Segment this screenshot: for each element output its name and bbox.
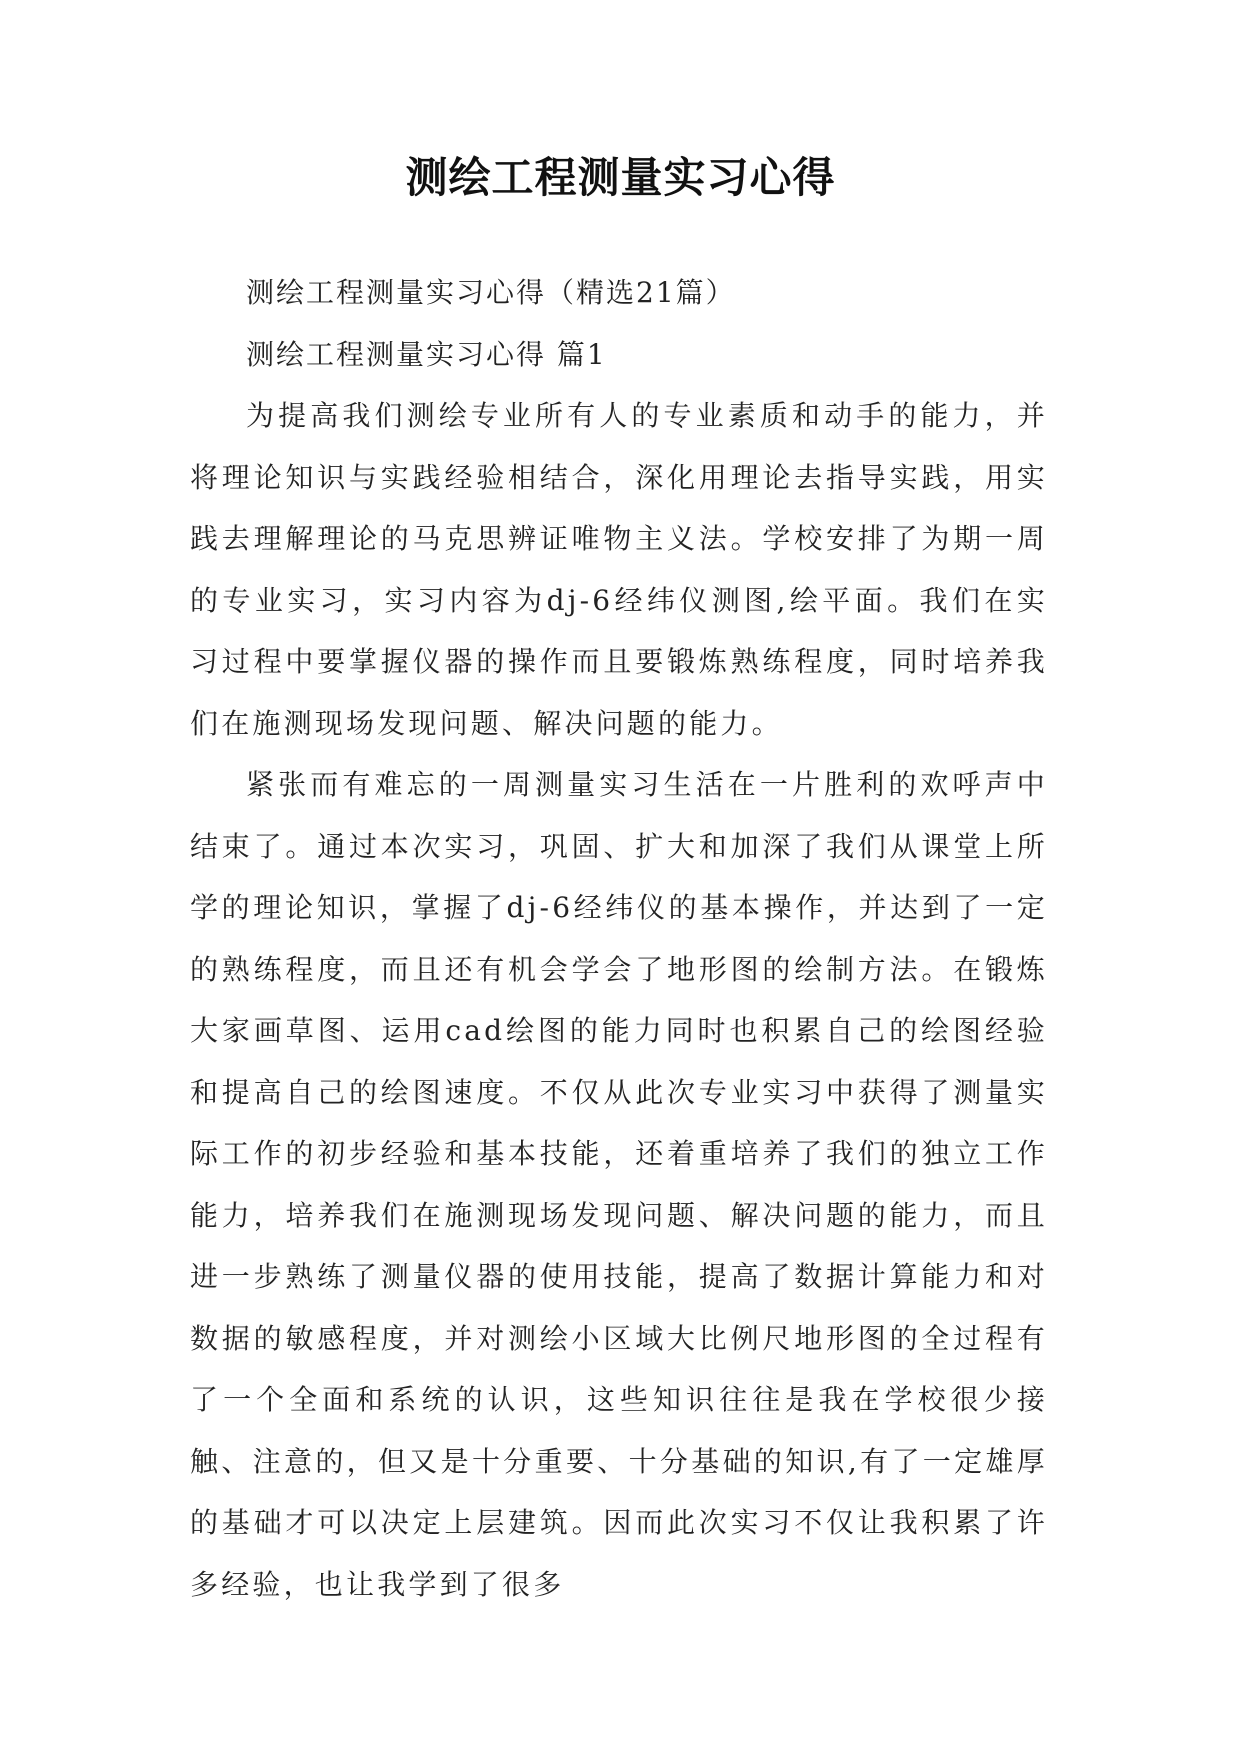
paragraph-1: 为提高我们测绘专业所有人的专业素质和动手的能力，并将理论知识与实践经验相结合，深化用理论去指导实践，用实践去理解理论的马克思辨证唯物主义法。学校安排了为期一周的专业实习，实习内容为dj-6经纬仪测图,绘平面。我们在实习过程中要掌握仪器的操作而且要锻炼熟练程度，同时培养我们在施测现场发现问题、解决问题的能力。 xyxy=(190,399,1048,740)
paragraph-2: 紧张而有难忘的一周测量实习生活在一片胜利的欢呼声中结束了。通过本次实习，巩固、扩大和加深了我们从课堂上所学的理论知识，掌握了dj-6经纬仪的基本操作，并达到了一定的熟练程度，而且还有机会学会了地形图的绘制方法。在锻炼大家画草图、运用cad绘图的能力同时也积累自己的绘图经验和提高自己的绘图速度。不仅从此次专业实习中获得了测量实际工作的初步经验和基本技能，还着重培养了我们的独立工作能力，培养我们在施测现场发现问题、解决问题的能力，而且进一步熟练了测量仪器的使用技能，提高了数据计算能力和对数据的敏感程度，并对测绘小区域大比例尺地形图的全过程有了一个全面和系统的认识，这些知识往往是我在学校很少接触、注意的，但又是十分重要、十分基础的知识,有了一定雄厚的基础才可以决定上层建筑。因而此次实习不仅让我积累了许多经验，也让我学到了很多 xyxy=(190,768,1048,1601)
document-subtitle: 测绘工程测量实习心得（精选21篇） xyxy=(246,276,736,309)
section-heading: 测绘工程测量实习心得 篇1 xyxy=(246,337,607,371)
document-body xyxy=(190,262,1048,1615)
document-title: 测绘工程测量实习心得 xyxy=(405,153,836,202)
